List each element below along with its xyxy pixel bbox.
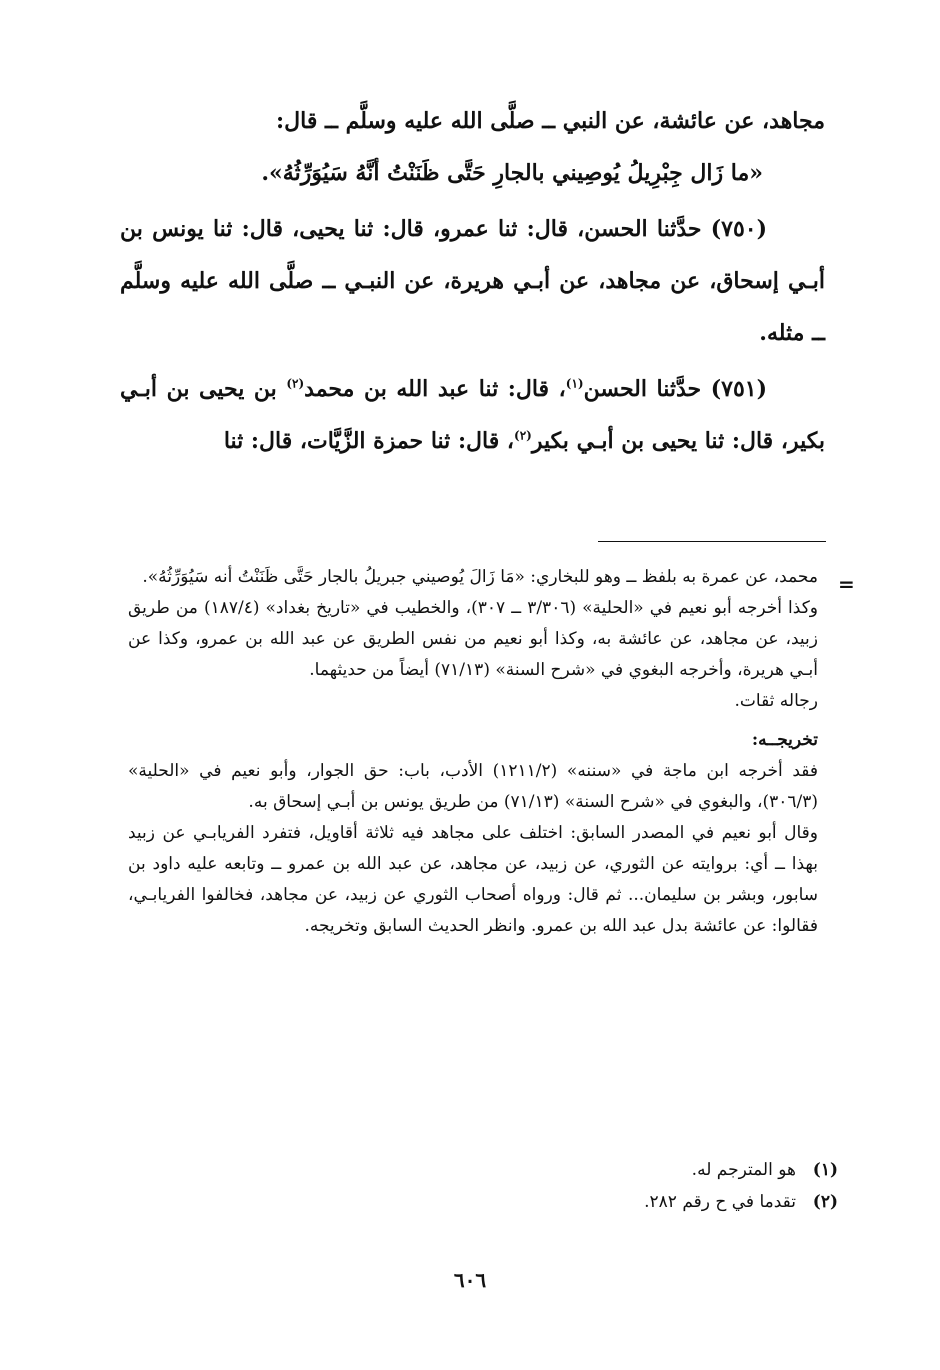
footnote-ref-2b: (٢) — [514, 428, 532, 443]
main-paragraph-intro: مجاهد، عن عائشة، عن النبي ــ صلَّى الله عليه وسلَّم ــ قال: — [276, 108, 825, 134]
hadith-751-part-c: بن يحيى بن أبـي بكير، قال: ثنا يحيى بن أبـي بكير — [120, 376, 825, 454]
hadith-751 — [120, 363, 825, 467]
footnote-line: رجاله ثقات. — [734, 691, 818, 711]
hadith-751-part-d: ، قال: ثنا حمزة الزَّيَّات، قال: ثنا — [223, 428, 515, 454]
footnote-text: هو المترجم له. — [691, 1160, 796, 1180]
hadith-751-part-b: ، قال: ثنا عبد الله بن محمد — [304, 376, 566, 402]
footnote-text: تقدما في ح رقم ٢٨٢. — [644, 1192, 796, 1212]
footnote-2 — [128, 1186, 838, 1218]
footnote-1 — [128, 1154, 838, 1186]
footnotes-list — [128, 1154, 838, 1218]
footnote-line: فقد أخرجه ابن ماجة في «سننه» (١٢١١/٢) الأدب، باب: حق الجوار، وأبو نعيم في «الحلية» (٣٠٦/٣)، والبغوي في «شرح السنة» (٧١/١٣) من طريق يونس بن أبـي إسحاق به. — [128, 761, 818, 812]
takhrij-heading: تخريجــه: — [751, 730, 818, 750]
footnote-line: وقال أبو نعيم في المصدر السابق: اختلف على مجاهد فيه ثلاثة أقاويل، فتفرد الفريابـي عن زبيد بهذا ــ أي: بروايته عن الثوري، عن زبيد، عن مجاهد، عن عبد الله بن عمرو ــ وتابعه عليه داود بن سابور، وبشر بن سليمان... ثم قال: ورواه أصحاب الثوري عن زبيد، عن مجاهد، فخالفوا الفريابـي، فقالوا: عن عائشة بدل عبد الله بن عمرو. وانظر الحديث السابق وتخريجه. — [128, 823, 818, 936]
hadith-750: (٧٥٠) حدَّثنا الحسن، قال: ثنا عمرو، قال: ثنا يحيى، قال: ثنا يونس بن أبـي إسحاق، عن مجاهد، عن أبـي هريرة، عن النبـي ــ صلَّى الله عليه وسلَّم ــ مثله. — [120, 216, 825, 346]
footnote-number: (٢) — [812, 1192, 838, 1212]
hadith-751-part-a: (٧٥١) حدَّثنا الحسن — [583, 376, 767, 402]
footnote-number: (١) — [812, 1160, 838, 1180]
footnote-ref-1: (١) — [565, 376, 584, 391]
footnote-line: محمد، عن عمرة به بلفظ ــ وهو للبخاري: «مَا زَالَ يُوصيني جبريلُ بالجار حَتَّى ظَنَنْتُ أنه سَيُوَرِّثُهُ». — [142, 567, 818, 587]
hadith-quote: «ما زَال جِبْرِيلُ يُوصِيني بالجارِ حَتَّى ظَنَنْتُ أنَّهُ سَيُوَرِّثُهُ». — [261, 160, 763, 186]
footnote-separator — [598, 541, 826, 542]
footnote-ref-2: (٢) — [286, 376, 305, 391]
footnote-continuation — [128, 562, 818, 942]
page-number: ٦٠٦ — [453, 1268, 487, 1292]
footnote-line: وكذا أخرجه أبو نعيم في «الحلية» (٣/٣٠٦ ــ ٣٠٧)، والخطيب في «تاريخ بغداد» (١٨٧/٤) من طريق زبيد، عن مجاهد، عن عائشة به، وكذا أبو نعيم من نفس الطريق عن عبد الله بن عمرو، وكذا عن أبـي هريرة، وأخرجه البغوي في «شرح السنة» (٧١/١٣) أيضاً من حديثهما. — [128, 598, 818, 680]
main-text — [120, 95, 825, 467]
continuation-mark: = — [838, 572, 855, 596]
